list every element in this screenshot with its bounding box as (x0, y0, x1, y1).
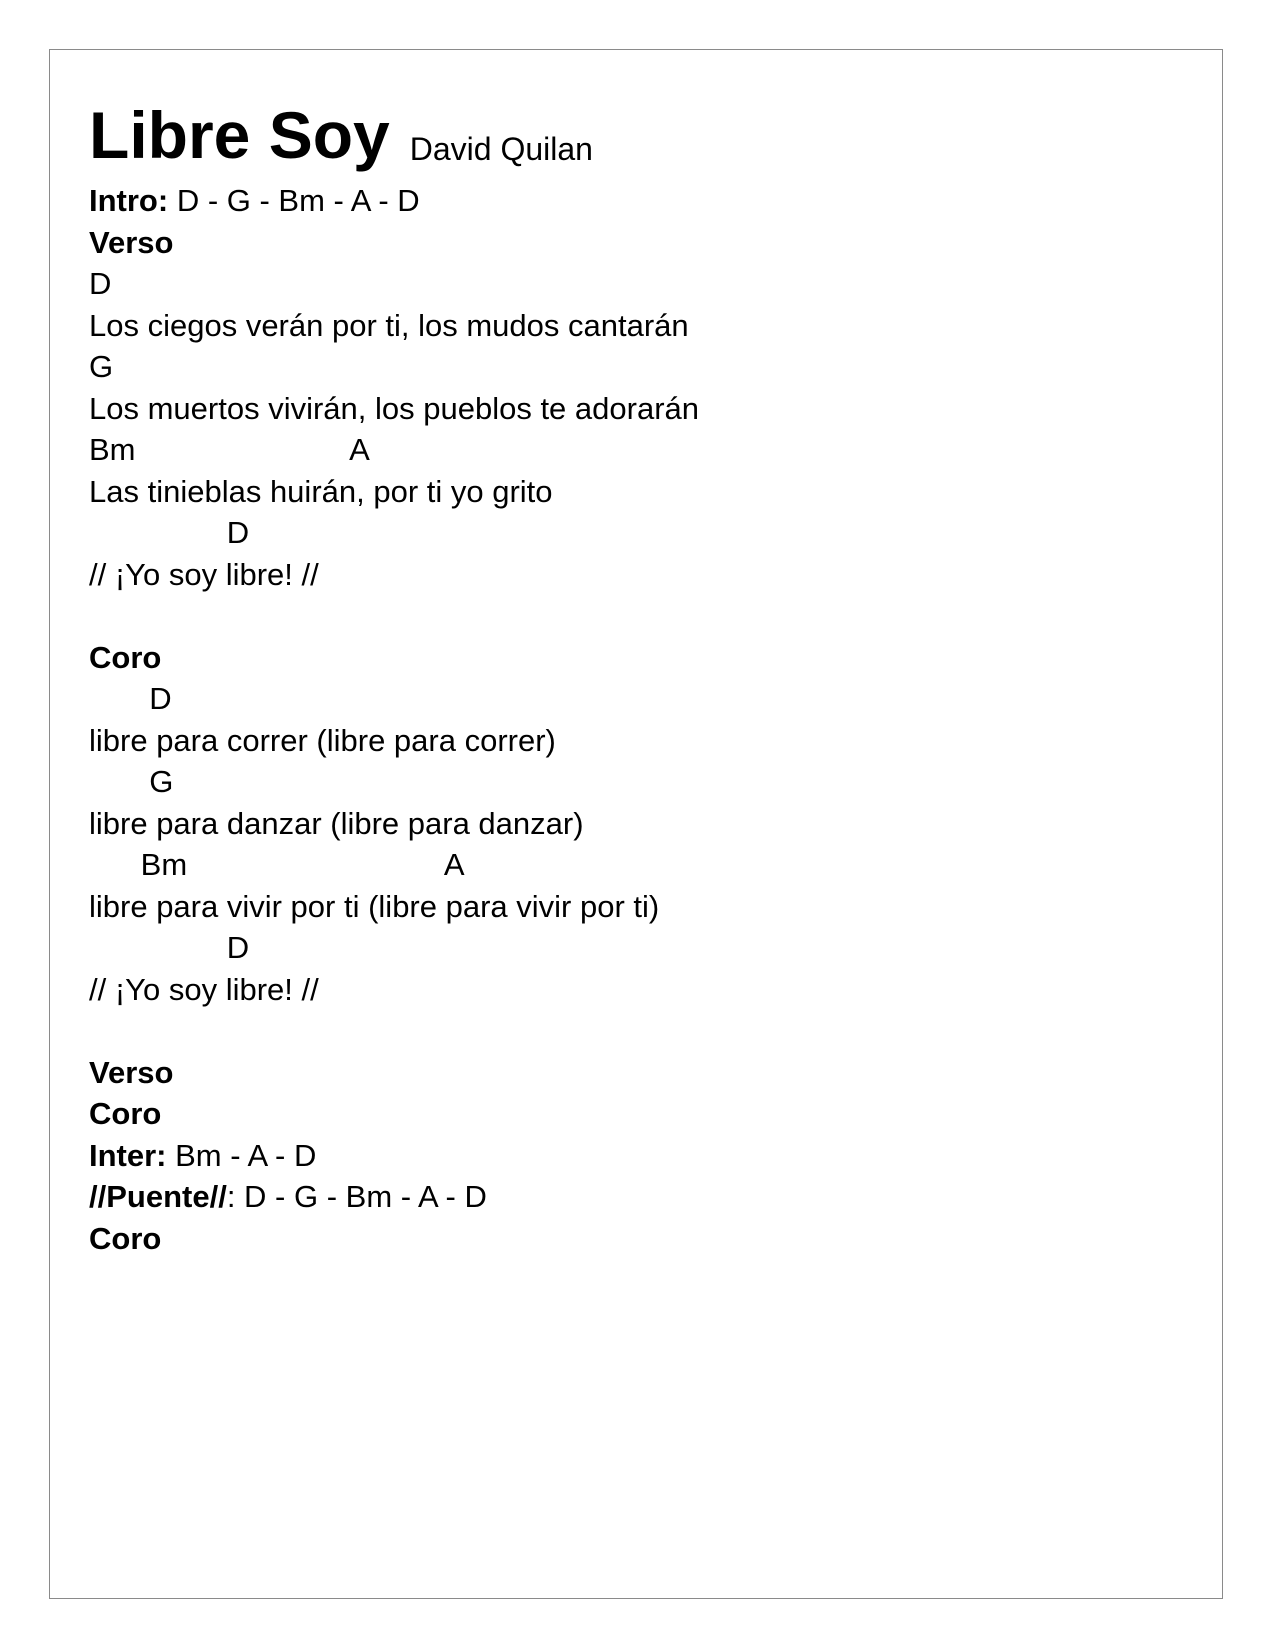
chord-line: D (89, 681, 172, 716)
lyric-line: // ¡Yo soy libre! // (89, 971, 319, 1007)
chord-text: D - G - Bm - A - D (168, 183, 420, 218)
chord-line: Bm A (89, 847, 465, 882)
lyric-line: libre para correr (libre para correr) (89, 722, 556, 758)
blank-line (89, 1010, 1189, 1052)
section-heading-verso (89, 222, 1189, 264)
chord-line: D (89, 266, 112, 301)
lyric-line: Los muertos vivirán, los pueblos te adorarán (89, 390, 699, 426)
chord-line: D (89, 930, 250, 965)
lyric-line: // ¡Yo soy libre! // (89, 556, 319, 592)
puente-line (89, 1176, 1189, 1218)
chord-line: G (89, 349, 114, 384)
song-title: Libre Soy (89, 98, 390, 172)
lyric-line: libre para danzar (libre para danzar) (89, 805, 584, 841)
inter-line (89, 1135, 1189, 1177)
song-author: David Quilan (409, 131, 593, 167)
section-heading-verso (89, 1052, 1189, 1094)
chord-text: Bm - A - D (166, 1137, 317, 1173)
section-label: Intro: (89, 183, 169, 218)
blank-line (89, 595, 1189, 637)
chord-text: : D - G - Bm - A - D (226, 1179, 487, 1214)
section-label: Inter: (89, 1137, 167, 1173)
section-heading-coro (89, 1093, 1189, 1135)
song-sheet (89, 90, 1189, 1259)
intro-line (89, 180, 1189, 222)
section-label: Coro (89, 639, 162, 675)
section-label: //Puente// (89, 1179, 227, 1214)
chord-line: D (89, 515, 250, 550)
lyric-line: libre para vivir por ti (libre para vivir por ti) (89, 888, 660, 924)
chord-line: Bm A (89, 432, 370, 467)
chord-line: G (89, 764, 174, 799)
section-heading-coro (89, 1218, 1189, 1260)
section-heading-coro (89, 637, 1189, 679)
section-label: Coro (89, 1096, 162, 1131)
lyric-line: Los ciegos verán por ti, los mudos cantarán (89, 307, 689, 343)
section-label: Verso (89, 224, 174, 260)
lyric-line: Las tinieblas huirán, por ti yo grito (89, 473, 553, 509)
section-label: Verso (89, 1054, 174, 1090)
section-label: Coro (89, 1220, 162, 1256)
header (89, 90, 1189, 180)
